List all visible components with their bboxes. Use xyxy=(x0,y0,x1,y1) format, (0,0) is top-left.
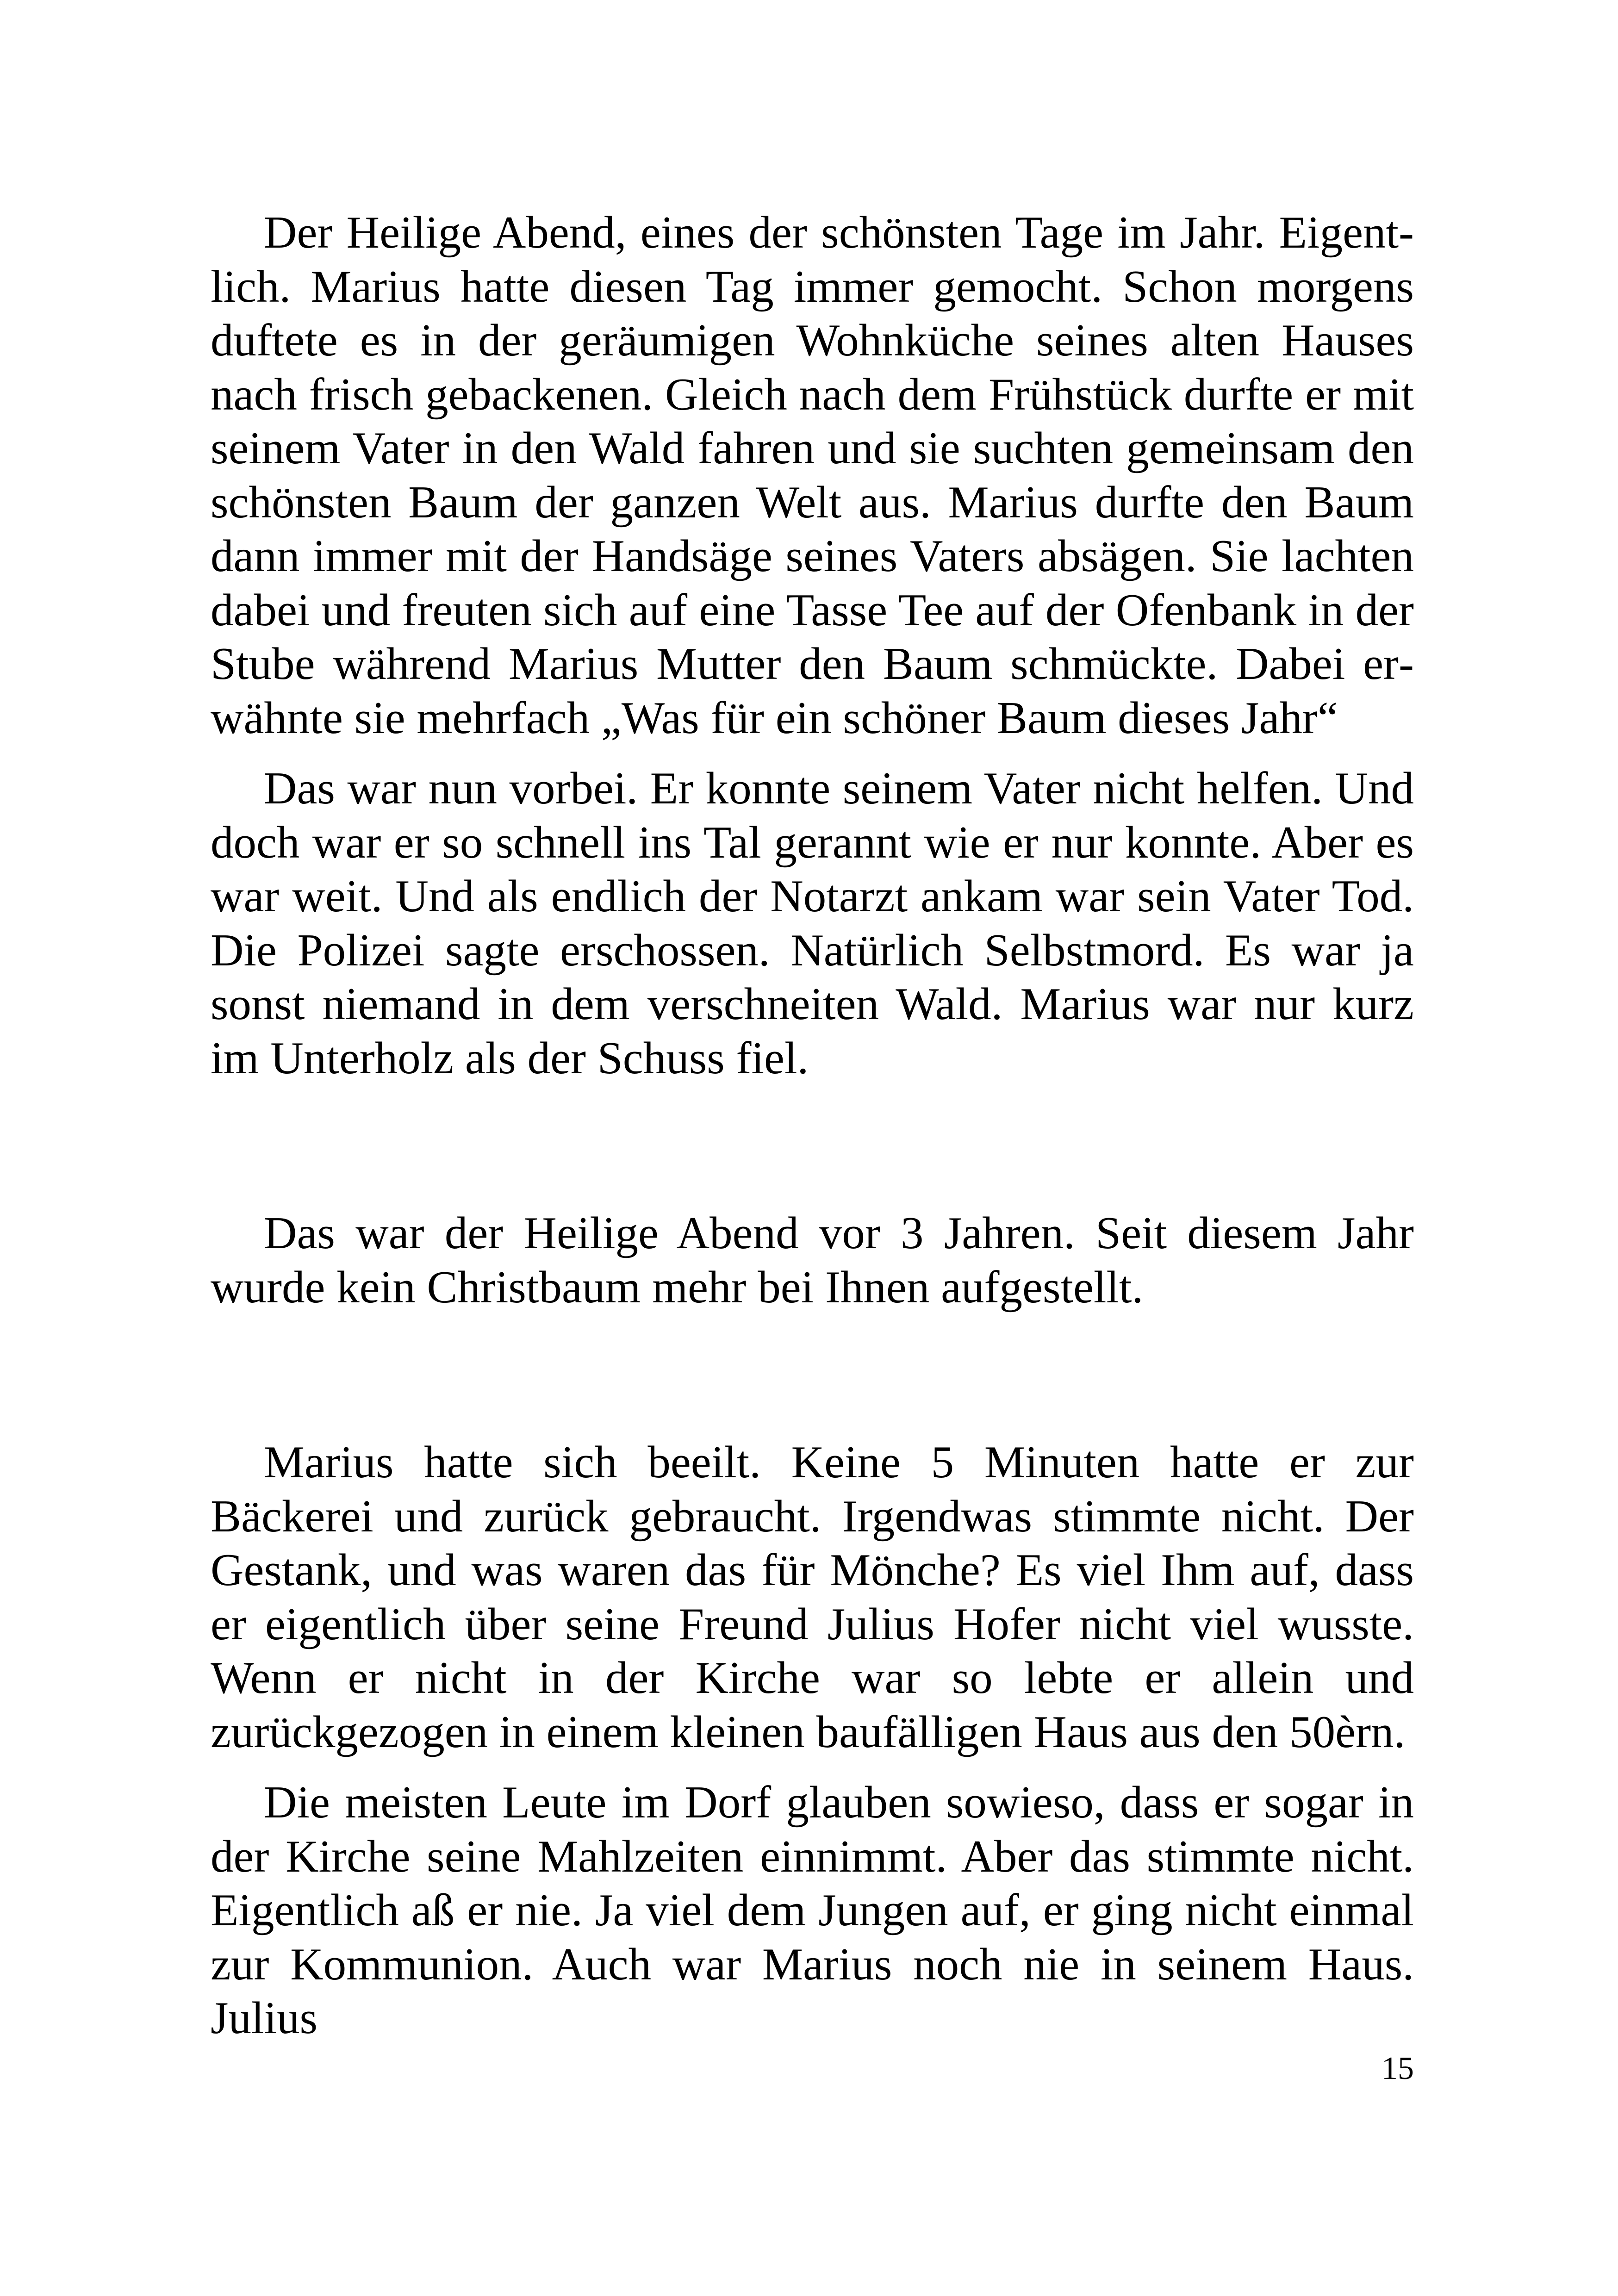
paragraph-bakery: Marius hatte sich beeilt. Keine 5 Minuten hatte er zur Bäckerei und zurück gebraucht. Irgendwas stimmte nicht. Der Gestank, und was waren das für Mönche? Es viel Ihm auf, dass er eigentlich über seine Freund Julius Hofer nicht viel wusste. Wenn er nicht in der Kirche war so lebte er allein und zurückgezogen in einem kleinen baufälligen Haus aus den 50èrn. xyxy=(211,1437,1414,1757)
paragraph-village-people: Die meisten Leute im Dorf glauben sowieso, dass er sogar in der Kirche seine Mahlzeiten einnimmt. Aber das stimmte nicht. Eigentlich aß er nie. Ja viel dem Jungen auf, er ging nicht einmal zur Kommunion. Auch war Marius noch nie in seinem Haus. Julius xyxy=(211,1777,1414,2043)
body-text xyxy=(211,206,1414,2046)
section-break xyxy=(211,1085,1414,1207)
paragraph-three-years-ago: Das war der Heilige Abend vor 3 Jahren. Seit diesem Jahr wurde kein Christbaum mehr bei Ihnen aufgestellt. xyxy=(211,1208,1414,1313)
paragraph-gap xyxy=(211,745,1414,762)
paragraph-gap xyxy=(211,1759,1414,1776)
section-break xyxy=(211,1314,1414,1436)
paragraph-father-death: Das war nun vorbei. Er konnte seinem Vater nicht helfen. Und doch war er so schnell ins Tal gerannt wie er nur konnte. Aber es war weit. Und als endlich der Notarzt ankam war sein Vater Tod. Die Polizei sagte erschossen. Natürlich Selbstmord. Es war ja sonst niemand in dem verschneiten Wald. Marius war nur kurz im Unterholz als der Schuss fiel. xyxy=(211,763,1414,1083)
paragraph-christmas-eve-memory: Der Heilige Abend, eines der schönsten Tage im Jahr. Eigentlich. Marius hatte diesen Tag immer gemocht. Schon morgens duftete es in der geräumigen Wohnküche seines alten Hauses nach frisch gebackenen. Gleich nach dem Frühstück durfte er mit seinem Vater in den Wald fahren und sie suchten gemeinsam den schönsten Baum der ganzen Welt aus. Marius durfte den Baum dann immer mit der Handsäge seines Vaters absägen. Sie lachten dabei und freuten sich auf eine Tasse Tee auf der Ofenbank in der Stube während Marius Mutter den Baum schmückte. Dabei erwähnte sie mehrfach „Was für ein schöner Baum dieses Jahr“ xyxy=(211,207,1414,743)
page-number: 15 xyxy=(1382,2051,1414,2086)
